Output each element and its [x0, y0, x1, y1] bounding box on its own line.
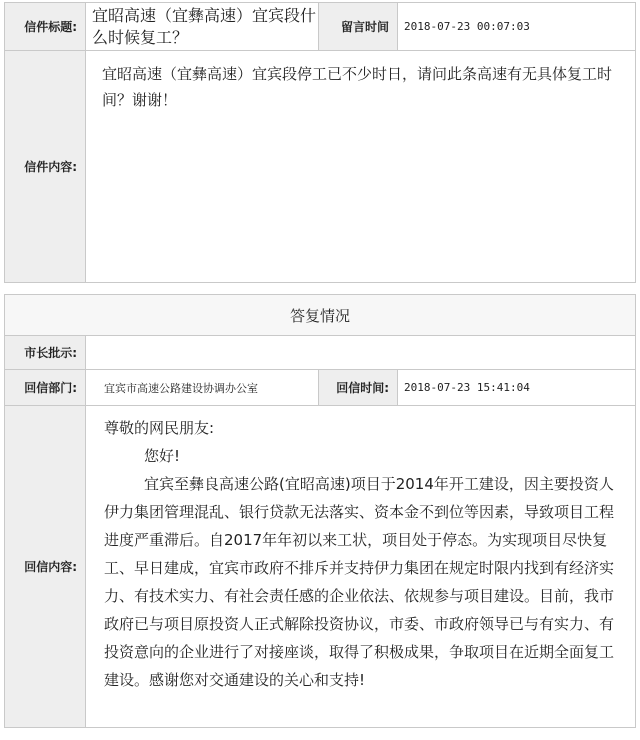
reply-dept-label: 回信部门: — [5, 370, 86, 406]
reply-salutation: 尊敬的网民朋友: — [104, 419, 215, 437]
mayor-note — [86, 336, 636, 370]
mayor-note-label: 市长批示: — [5, 336, 86, 370]
reply-table — [4, 294, 636, 728]
reply-body: 宜宾至彝良高速公路(宜昭高速)项目于2014年开工建设，因主要投资人伊力集团管理混乱、银行贷款无法落实、资本金不到位等因素，导致项目工程进度严重滞后。自2017年年初以来工状，项目处于停态。为实现项目尽快复工、早日建成，宜宾市政府不排斥并支持伊力集团在规定时限内找到有经济实力、有技术实力、有社会责任感的企业依法、依规参与项目建设。目前，我市政府已与项目原投资人正式解除投资协议，市委、市政府领导已与有实力、有投资意向的企业进行了对接座谈，取得了积极成果，争取项目在近期全面复工建设。感谢您对交通建设的关心和支持! — [104, 475, 615, 689]
letter-subject: 宜昭高速（宜彝高速）宜宾段什么时候复工？ — [86, 3, 319, 51]
reply-time-label: 回信时间: — [319, 370, 398, 406]
content-label: 信件内容: — [5, 51, 86, 283]
reply-dept: 宜宾市高速公路建设协调办公室 — [86, 370, 319, 406]
message-time: 2018-07-23 00:07:03 — [398, 3, 636, 51]
letter-table — [4, 2, 636, 283]
reply-content-label: 回信内容: — [5, 406, 86, 728]
reply-content — [86, 406, 636, 728]
reply-time: 2018-07-23 15:41:04 — [398, 370, 636, 406]
reply-greeting: 您好! — [144, 447, 181, 465]
message-time-label: 留言时间 — [319, 3, 398, 51]
letter-content: 宜昭高速（宜彝高速）宜宾段停工已不少时日，请问此条高速有无具体复工时间？谢谢！ — [86, 51, 636, 283]
subject-label: 信件标题: — [5, 3, 86, 51]
reply-section-title: 答复情况 — [5, 295, 636, 336]
